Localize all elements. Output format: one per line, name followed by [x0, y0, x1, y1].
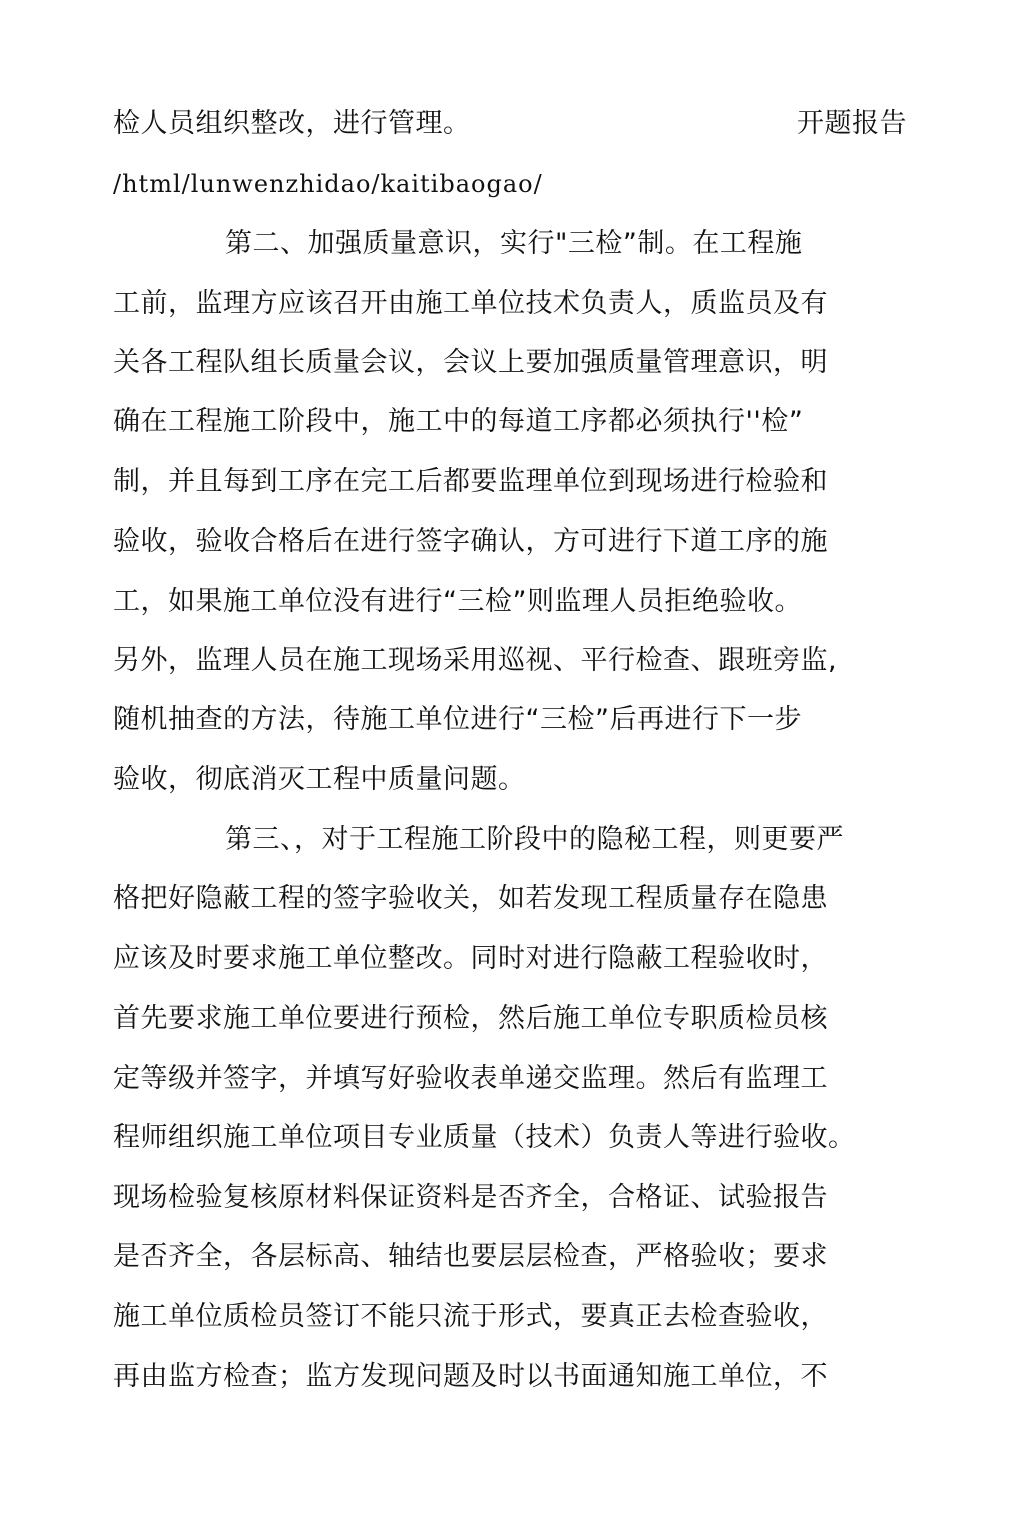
paragraph-2-line-1: 第二、加强质量意识，实行"三检”制。在工程施: [225, 228, 803, 259]
paragraph-2-line-4: 确在工程施工阶段中，施工中的每道工序都必须执行''检”: [113, 406, 804, 437]
paragraph-3-line-6: 程师组织施工单位项目专业质量（技术）负责人等进行验收。: [113, 1122, 856, 1153]
paragraph-3-line-10: 再由监方检查；监方发现问题及时以书面通知施工单位，不: [113, 1361, 828, 1392]
paragraph-3-line-1: 第三、，对于工程施工阶段中的隐秘工程，则更要严: [225, 824, 844, 855]
paragraph-2-line-3: 关各工程队组长质量会议，会议上要加强质量管理意识，明: [113, 347, 828, 378]
paragraph-3-line-7: 现场检验复核原材料保证资料是否齐全，合格证、试验报告: [113, 1182, 828, 1213]
paragraph-3-line-2: 格把好隐蔽工程的签字验收关，如若发现工程质量存在隐患: [113, 883, 828, 914]
paragraph-3-line-8: 是否齐全，各层标高、轴结也要层层检查，严格验收；要求: [113, 1241, 828, 1272]
paragraph-3-line-4: 首先要求施工单位要进行预检，然后施工单位专职质检员核: [113, 1003, 828, 1034]
paragraph-2-line-8: 另外，监理人员在施工现场采用巡视、平行检查、跟班旁监,: [113, 645, 838, 676]
link-path[interactable]: /html/lunwenzhidao/kaitibaogao/: [113, 170, 543, 198]
paragraph-3-line-5: 定等级并签字，并填写好验收表单递交监理。然后有监理工: [113, 1063, 828, 1094]
paragraph-2-line-7: 工，如果施工单位没有进行“三检”则监理人员拒绝验收。: [113, 586, 802, 617]
link-label[interactable]: 开题报告: [797, 108, 907, 139]
paragraph-2-line-9: 随机抽查的方法，待施工单位进行“三检”后再进行下一步: [113, 704, 802, 735]
paragraph-2-line-10: 验收，彻底消灭工程中质量问题。: [113, 764, 526, 795]
paragraph-2-line-6: 验收，验收合格后在进行签字确认，方可进行下道工序的施: [113, 526, 828, 557]
paragraph-3-line-3: 应该及时要求施工单位整改。同时对进行隐蔽工程验收时，: [113, 943, 828, 974]
paragraph-2-line-2: 工前，监理方应该召开由施工单位技术负责人，质监员及有: [113, 288, 828, 319]
paragraph-2-line-5: 制，并且每到工序在完工后都要监理单位到现场进行检验和: [113, 466, 828, 497]
paragraph-3-line-9: 施工单位质检员签订不能只流于形式，要真正去检查验收，: [113, 1301, 828, 1332]
intro-line: 检人员组织整改，进行管理。: [113, 108, 471, 139]
